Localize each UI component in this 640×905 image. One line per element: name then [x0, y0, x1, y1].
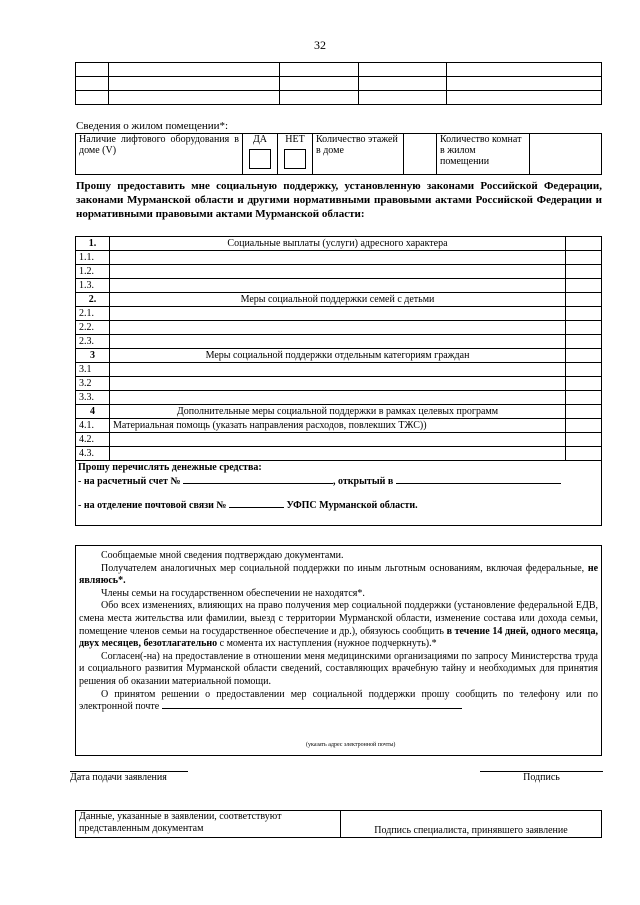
lift-label: Наличие лифтового оборудования в доме (V) [76, 134, 243, 175]
housing-table [75, 133, 602, 175]
bank-field[interactable] [396, 483, 561, 484]
section-title: Меры социальной поддержки отдельным категориям граждан [110, 349, 566, 363]
table-row [76, 321, 602, 335]
rooms-input[interactable] [530, 134, 602, 175]
section-number: 4 [76, 405, 110, 419]
rooms-label: Количество комнат в жилом помещении [437, 134, 530, 175]
table-row [76, 265, 602, 279]
housing-section-label: Сведения о жилом помещении*: [76, 120, 229, 132]
request-text: Прошу предоставить мне социальную поддержку, установленную законами Российской Федерации, законами Мурманской области и другими нормативными правовыми актами Российской Федерации и нормативными правовыми актами Мурманской области: [76, 180, 602, 220]
measure-cell[interactable] [110, 321, 566, 335]
section-row [76, 237, 602, 251]
confirm-p3: Члены семьи на государственном обеспечении не находятся*. [101, 587, 365, 599]
material-aid-cell[interactable]: Материальная помощь (указать направления расходов, повлекших ТЖС)) [110, 419, 566, 433]
page-number: 32 [314, 38, 326, 52]
confirmation-box [75, 545, 602, 756]
row-number: 2.1. [76, 307, 110, 321]
table-row [76, 307, 602, 321]
yes-cell [243, 134, 278, 175]
ufps-label: УФПС Мурманской области. [286, 500, 418, 511]
section-row [76, 293, 602, 307]
table-row [76, 251, 602, 265]
table-row [76, 447, 602, 461]
floors-label: Количество этажей в доме [313, 134, 404, 175]
post-line [78, 500, 418, 511]
table-row [76, 91, 602, 105]
measure-cell[interactable] [110, 251, 566, 265]
measure-cell[interactable] [110, 265, 566, 279]
verification-table [75, 810, 602, 838]
payment-section [75, 461, 602, 526]
no-cell [278, 134, 313, 175]
row-number: 1.3. [76, 279, 110, 293]
signature-line [480, 771, 603, 783]
measure-cell[interactable] [110, 447, 566, 461]
measure-cell[interactable] [110, 433, 566, 447]
measure-cell[interactable] [110, 279, 566, 293]
table-row [76, 63, 602, 77]
section-title: Социальные выплаты (услуги) адресного характера [110, 237, 566, 251]
row-number: 1.2. [76, 265, 110, 279]
section-number: 3 [76, 349, 110, 363]
opened-label: , открытый в [333, 476, 394, 487]
row-number: 4.2. [76, 433, 110, 447]
measure-cell[interactable] [110, 363, 566, 377]
section-title: Меры социальной поддержки семей с детьми [110, 293, 566, 307]
row-number: 4.3. [76, 447, 110, 461]
confirm-p4: Обо всех изменениях, влияющих на право получения мер социальной поддержки (установление федеральной ЕДВ, смена места жительства или фамилии, выезд с территории Мурманской области, изменение состава или дохода семьи, помещение членов семьи на государственное обеспечение и др.), обязуюсь сообщить в течение 14 дней, одного месяца, двух месяцев, безотлагательно с момента их наступления (нужное подчеркнуть).* [79, 600, 599, 650]
post-office-field[interactable] [229, 507, 284, 508]
signature-label: Подпись [523, 772, 560, 783]
yes-checkbox[interactable] [249, 149, 271, 169]
row-number: 3.1 [76, 363, 110, 377]
verified-text: Данные, указанные в заявлении, соответствуют представленным документам [76, 811, 341, 838]
email-hint: (указать адрес электронной почты) [306, 742, 396, 748]
measure-cell[interactable] [110, 335, 566, 349]
confirm-p5: Согласен(-на) на предоставление в отношении меня медицинскими организациями по запросу Министерства труда и социального развития Мурманской области сведений, составляющих врачебную тайну и необходимых для принятия решения об оказании материальной помощи. [79, 650, 598, 687]
payment-title: Прошу перечислять денежные средства: [78, 462, 262, 473]
no-label: НЕТ [285, 134, 305, 145]
section-number: 1. [76, 237, 110, 251]
specialist-signature[interactable]: Подпись специалиста, принявшего заявление [341, 811, 602, 838]
confirm-p1: Сообщаемые мной сведения подтверждаю документами. [101, 550, 344, 561]
table-row [76, 391, 602, 405]
date-label: Дата подачи заявления [70, 772, 167, 783]
confirm-p6: О принятом решении о предоставлении мер социальной поддержки прошу сообщить по телефону или по электронной почте [79, 688, 598, 713]
row-number: 3.3. [76, 391, 110, 405]
no-checkbox[interactable] [284, 149, 306, 169]
section-row [76, 405, 602, 419]
section-number: 2. [76, 293, 110, 307]
measure-cell[interactable] [110, 377, 566, 391]
yes-label: ДА [252, 134, 268, 145]
confirm-p2: Получателем аналогичных мер социальной поддержки по иным льготным основаниям, включая федеральные, не являюсь*. [79, 562, 599, 587]
account-line [78, 476, 561, 487]
measure-cell[interactable] [110, 391, 566, 405]
section-title: Дополнительные меры социальной поддержки в рамках целевых программ [110, 405, 566, 419]
account-label: - на расчетный счет № [78, 476, 181, 487]
table-row [76, 377, 602, 391]
email-field[interactable] [162, 708, 462, 709]
row-number: 2.2. [76, 321, 110, 335]
table-row [76, 419, 602, 433]
row-number: 2.3. [76, 335, 110, 349]
table-row [76, 363, 602, 377]
row-number: 1.1. [76, 251, 110, 265]
row-number: 4.1. [76, 419, 110, 433]
row-number: 3.2 [76, 377, 110, 391]
table-row [76, 433, 602, 447]
table-row [76, 77, 602, 91]
table-row [76, 279, 602, 293]
measure-cell[interactable] [110, 307, 566, 321]
table-row [76, 335, 602, 349]
measures-table [75, 236, 602, 461]
post-label: - на отделение почтовой связи № [78, 500, 227, 511]
date-line [70, 771, 188, 783]
floors-input[interactable] [404, 134, 437, 175]
continuation-table [75, 62, 602, 105]
section-row [76, 349, 602, 363]
account-number-field[interactable] [183, 483, 333, 484]
